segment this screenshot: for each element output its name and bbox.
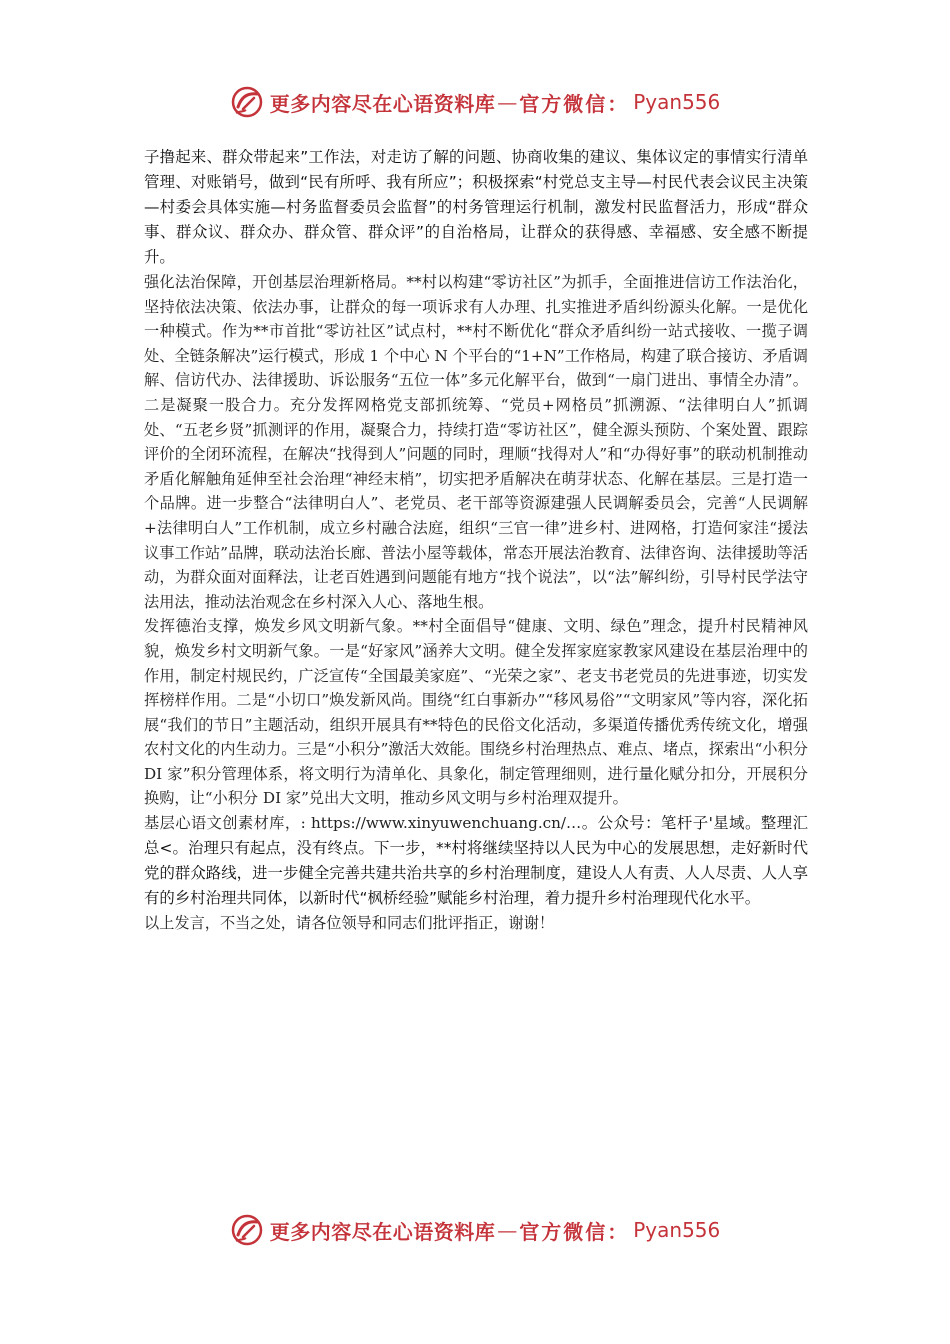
paragraph-self-governance: 子撸起来、群众带起来”工作法，对走访了解的问题、协商收集的建议、集体议定的事情实行清单管理、对账销号，做到“民有所呼、我有所应”；积极探索“村党总支主导—村民代表会议民主决策—村委会具体实施—村务监督委员会监督”的村务管理运行机制，激发村民监督活力，形成“群众事、群众议、群众办、群众管、群众评”的自治格局，让群众的获得感、幸福感、安全感不断提升。 [144,148,808,266]
footer-banner [0,1210,950,1250]
banner-title: 更多内容尽在心语资料库 [269,91,496,116]
banner-wechat-id: Pyan556 [633,1218,721,1242]
banner-wechat-label: 官方微信： [519,1219,630,1244]
banner-wechat-label: 官方微信： [519,91,630,116]
brand-logo-icon [230,1213,264,1247]
banner-separator: — [497,1218,518,1242]
paragraph-next-steps [144,811,808,911]
paragraph-rule-of-law: 强化法治保障，开创基层治理新格局。**村以构建“零访社区”为抓手，全面推进信访工作法治化，坚持依法决策、依法办事，让群众的每一项诉求有人办理、扎实推进矛盾纠纷源头化解。一是优化一种模式。作为**市首批“零访社区”试点村，**村不断优化“群众矛盾纠纷一站式接收、一揽子调处、全链条解决”运行模式，形成 1 个中心 N 个平台的“1+N”工作格局，构建了联合接访、矛盾调解、信访代办、法律援助、诉讼服务“五位一体”多元化解平台，做到“一扇门进出、事情全办清”。二是凝聚一股合力。充分发挥网格党支部抓统筹、“党员+网格员”抓溯源、“法律明白人”抓调处、“五老乡贤”抓测评的作用，凝聚合力，持续打造“零访社区”，健全源头预防、个案处置、跟踪评价的全闭环流程，在解决“找得到人”问题的同时，理顺“找得对人”和“办得好事”的联动机制推动矛盾化解触角延伸至社会治理“神经末梢”，切实把矛盾解决在萌芽状态、化解在基层。三是打造一个品牌。进一步整合“法律明白人”、老党员、老干部等资源建强人民调解委员会，完善“人民调解+法律明白人”工作机制，成立乡村融合法庭，组织“三官一律”进乡村、进网格，打造何家洼“援法议事工作站”品牌，联动法治长廊、普法小屋等载体，常态开展法治教育、法律咨询、法律援助等活动，为群众面对面释法，让老百姓遇到问题能有地方“找个说法”，以“法”解纠纷，引导村民学法守法用法，推动法治观念在乡村深入人心、落地生根。 [144,273,808,611]
header-banner [0,82,950,122]
source-note: 基层心语文创素材库，: https://www.xinyuwenchuang.cn/… [144,814,582,833]
next-steps-text: 。公众号：笔杆子'星域。整理汇总<。治理只有起点，没有终点。下一步，**村将继续坚持以人民为中心的发展思想，走好新时代党的群众路线，进一步健全完善共建共治共享的乡村治理制度，建设人人有责、人人尽责、人人享有的乡村治理共同体，以新时代“枫桥经验”赋能乡村治理，着力提升乡村治理现代化水平。 [144,814,808,908]
banner-title: 更多内容尽在心语资料库 [269,1219,496,1244]
brand-logo-icon [230,85,264,119]
paragraph-rule-of-virtue: 发挥德治支撑，焕发乡风文明新气象。**村全面倡导“健康、文明、绿色”理念，提升村民精神风貌，焕发乡村文明新气象。一是“好家风”涵养大文明。健全发挥家庭家教家风建设在基层治理中的作用，制定村规民约，广泛宣传“全国最美家庭”、“光荣之家”、老支书老党员的先进事迹，切实发挥榜样作用。二是“小切口”焕发新风尚。围绕“红白事新办”“移风易俗”“文明家风”等内容，深化拓展“我们的节日”主题活动，组织开展具有**特色的民俗文化活动，多渠道传播优秀传统文化，增强农村文化的内生动力。三是“小积分”激活大效能。围绕乡村治理热点、难点、堵点，探索出“小积分 DI 家”积分管理体系，将文明行为清单化、具象化，制定管理细则，进行量化赋分扣分，开展积分换购，让“小积分 DI 家”兑出大文明，推动乡风文明与乡村治理双提升。 [144,617,808,808]
document-body [144,145,808,936]
paragraph-closing: 以上发言，不当之处，请各位领导和同志们批评指正，谢谢！ [144,914,555,933]
banner-separator: — [497,90,518,114]
banner-wechat-id: Pyan556 [633,90,721,114]
